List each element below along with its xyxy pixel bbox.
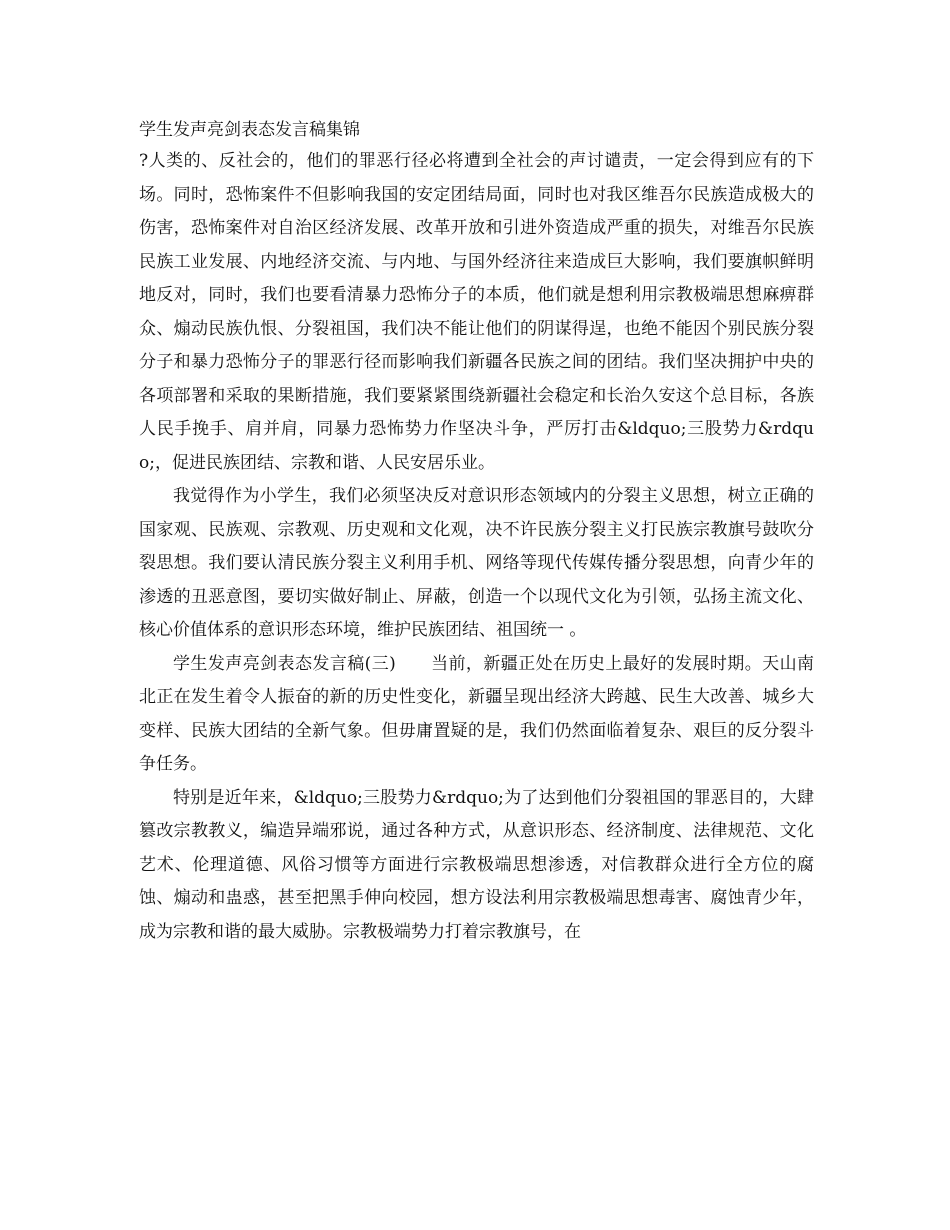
paragraph-4: 特别是近年来，&ldquo;三股势力&rdquo;为了达到他们分裂祖国的罪恶目的，大肆篡改宗教教义，编造异端邪说，通过各种方式，从意识形态、经济制度、法律规范、文化艺术、伦理道德、风俗习惯等方面进行宗教极端思想渗透，对信教群众进行全方位的腐蚀、煽动和蛊惑，甚至把黑手伸向校园，想方设法利用宗教极端思想毒害、腐蚀青少年，成为宗教和谐的最大威胁。宗教极端势力打着宗教旗号，在 [139,787,814,942]
paragraph-1: ?人类的、反社会的，他们的罪恶行径必将遭到全社会的声讨谴责，一定会得到应有的下场。同时，恐怖案件不但影响我国的安定团结局面，同时也对我区维吾尔民族造成极大的伤害，恐怖案件对自治区经济发展、改革开放和引进外资造成严重的损失，对维吾尔民族民族工业发展、内地经济交流、与内地、与国外经济往来造成巨大影响，我们要旗帜鲜明地反对，同时，我们也要看清暴力恐怖分子的本质，他们就是想利用宗教极端思想麻痹群众、煽动民族仇恨、分裂祖国，我们决不能让他们的阴谋得逞，也绝不能因个别民族分裂分子和暴力恐怖分子的罪恶行径而影响我们新疆各民族之间的团结。我们坚决拥护中央的各项部署和采取的果断措施，我们要紧紧围绕新疆社会稳定和长治久安这个总目标，各族人民手挽手、肩并肩，同暴力恐怖势力作坚决斗争，严厉打击&ldquo;三股势力&rdquo;，促进民族团结、宗教和谐、人民安居乐业。 [139,151,814,473]
document-title: 学生发声亮剑表态发言稿集锦 [139,120,360,140]
document-page [139,115,814,949]
paragraph-2: 我觉得作为小学生，我们必须坚决反对意识形态领域内的分裂主义思想，树立正确的国家观、民族观、宗教观、历史观和文化观，决不许民族分裂主义打民族宗教旗号鼓吹分裂思想。我们要认清民族分裂主义利用手机、网络等现代传媒传播分裂思想，向青少年的渗透的丑恶意图，要切实做好制止、屏蔽，创造一个以现代文化为引领，弘扬主流文化、核心价值体系的意识形态环境，维护民族团结、祖国统一 。 [139,486,814,640]
paragraph-3: 学生发声亮剑表态发言稿(三) 当前，新疆正处在历史上最好的发展时期。天山南北正在发生着令人振奋的新的历史性变化，新疆呈现出经济大跨越、民生大改善、城乡大变样、民族大团结的全新气象。但毋庸置疑的是，我们仍然面临着复杂、艰巨的反分裂斗争任务。 [139,653,814,774]
